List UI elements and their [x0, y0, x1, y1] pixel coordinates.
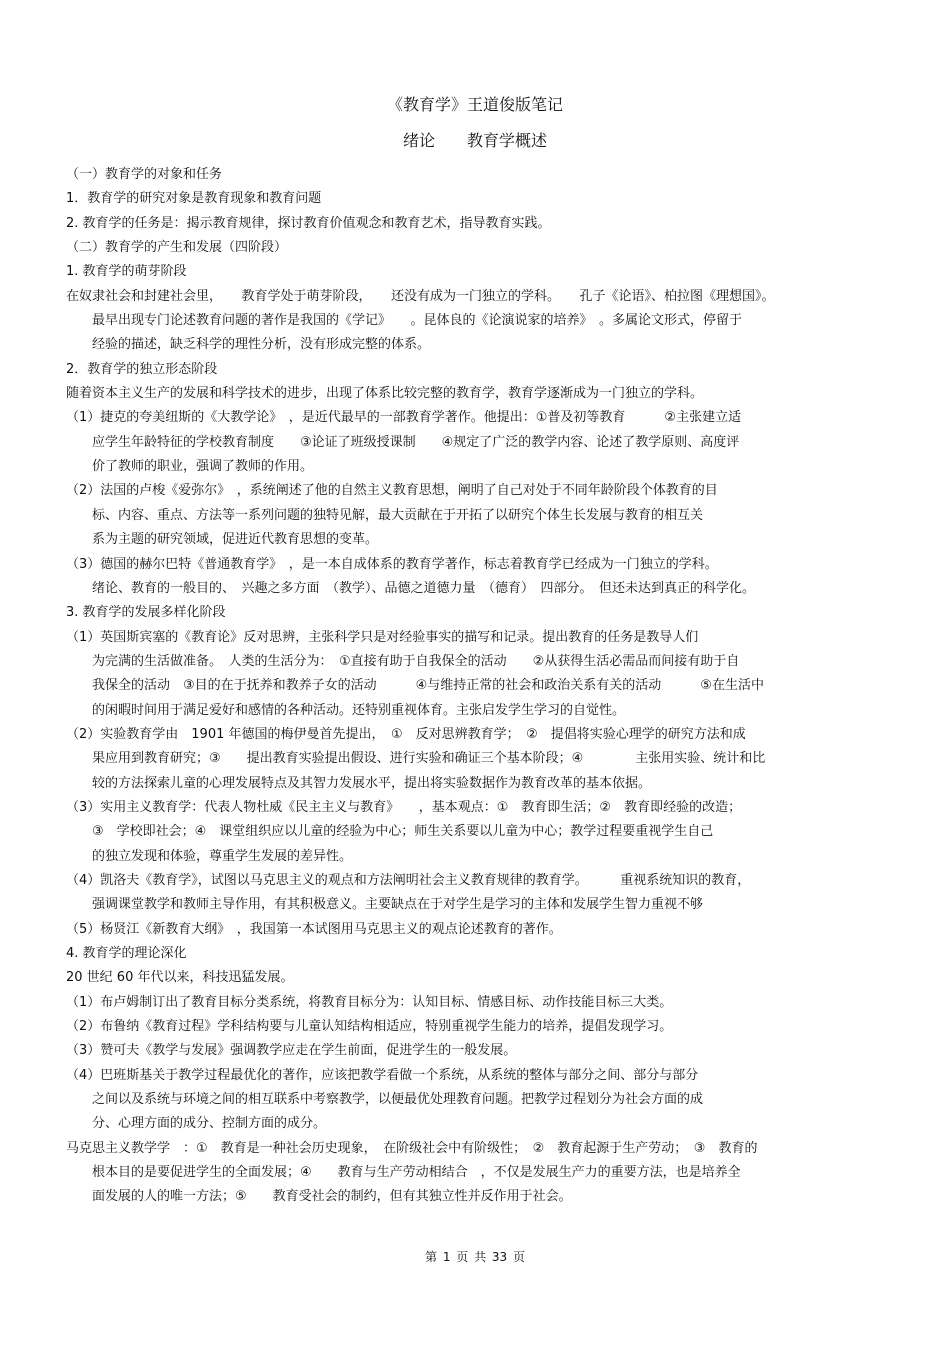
text-line: （1）捷克的夸美纽斯的《大教学论》 ，是近代最早的一部教育学著作。他提出：①普及初等教育 ②主张建立适 [66, 410, 742, 426]
text-line: 1．教育学的研究对象是教育现象和教育问题 [66, 191, 322, 207]
text-line: 绪论、教育的一般目的、 兴趣之多方面 （教学）、品德之道德力量 （德育） 四部分。 但还未达到真正的科学化。 [92, 580, 756, 596]
text-line: （二）教育学的产生和发展（四阶段） [66, 240, 288, 256]
text-line: 我保全的活动 ③目的在于抚养和教养子女的活动 ④与维持正常的社会和政治关系有关的活动 ⑤在生活中 [92, 678, 764, 694]
text-line: ③ 学校即社会；④ 课堂组织应以儿童的经验为中心；师生关系要以儿童为中心；教学过程要重视学生自己 [92, 824, 714, 840]
text-line: 根本目的是要促进学生的全面发展；④ 教育与生产劳动相结合 ，不仅是发展生产力的重要方法，也是培养全 [92, 1165, 741, 1181]
text-line: 系为主题的研究领域，促进近代教育思想的变革。 [92, 532, 379, 548]
text-line: （4）巴班斯基关于教学过程最优化的著作，应该把教学看做一个系统，从系统的整体与部分之间、部分与部分 [66, 1067, 699, 1083]
text-line: 的闲暇时间用于满足爱好和感情的各种活动。还特别重视体育。主张启发学生学习的自觉性。 [92, 702, 626, 718]
text-line: 的独立发现和体验，尊重学生发展的差异性。 [92, 848, 353, 864]
page-footer: 第 1 页 共 33 页 [425, 1250, 525, 1264]
text-line: 2．教育学的独立形态阶段 [66, 361, 218, 377]
text-line: （2）实验教育学由 1901 年德国的梅伊曼首先提出， ① 反对思辨教育学； ② 提倡将实验心理学的研究方法和成 [66, 726, 746, 742]
text-line: 面发展的人的唯一方法；⑤ 教育受社会的制约，但有其独立性并反作用于社会。 [92, 1189, 572, 1205]
document-title: 《教育学》王道俊版笔记 [386, 95, 563, 114]
text-line: 为完满的生活做准备。 人类的生活分为： ①直接有助于自我保全的活动 ②从获得生活必需品而间接有助于自 [92, 653, 740, 669]
text-line: 20 世纪 60 年代以来，科技迅猛发展。 [66, 970, 294, 986]
text-line: 最早出现专门论述教育问题的著作是我国的《学记》 。昆体良的《论演说家的培养》 。多属论文形式，停留于 [92, 313, 743, 329]
text-line: （3）实用主义教育学：代表人物杜威《民主主义与教育》 ，基本观点：① 教育即生活；② 教育即经验的改造； [66, 799, 742, 815]
text-line: （1）英国斯宾塞的《教育论》反对思辨，主张科学只是对经验事实的描写和记录。提出教育的任务是教导人们 [66, 629, 699, 645]
text-line: 在奴隶社会和封建社会里， 教育学处于萌芽阶段， 还没有成为一门独立的学科。 孔子《论语》、柏拉图《理想国》。 [66, 288, 775, 304]
text-line: 应学生年龄特征的学校教育制度 ③论证了班级授课制 ④规定了广泛的教学内容、论述了教学原则、高度评 [92, 434, 740, 450]
text-line: 分、心理方面的成分、控制方面的成分。 [92, 1116, 327, 1132]
text-line: （一）教育学的对象和任务 [66, 167, 223, 182]
text-line: 标、内容、重点、方法等一系列问题的独特见解，最大贡献在于开拓了以研究个体生长发展与教育的相互关 [92, 507, 704, 523]
text-line: 果应用到教育研究；③ 提出教育实验提出假设、进行实验和确证三个基本阶段；④ 主张用实验、统计和比 [92, 751, 766, 767]
chapter-title: 绪论 教育学概述 [402, 131, 547, 150]
text-line: 4. 教育学的理论深化 [66, 946, 187, 961]
text-line: 随着资本主义生产的发展和科学技术的进步，出现了体系比较完整的教育学，教育学逐渐成为一门独立的学科。 [66, 386, 704, 402]
text-line: （1）布卢姆制订出了教育目标分类系统，将教育目标分为：认知目标、情感目标、动作技能目标三大类。 [66, 994, 673, 1010]
text-line: 2. 教育学的任务是：揭示教育规律，探讨教育价值观念和教育艺术，指导教育实践。 [66, 215, 551, 231]
text-line: 强调课堂教学和教师主导作用，有其积极意义。主要缺点在于对学生是学习的主体和发展学生智力重视不够 [92, 897, 704, 913]
text-line: 价了教师的职业，强调了教师的作用。 [92, 459, 314, 475]
text-line: 马克思主义教学学 ：① 教育是一种社会历史现象， 在阶级社会中有阶级性； ② 教育起源于生产劳动； ③ 教育的 [66, 1140, 758, 1156]
text-line: 经验的描述，缺乏科学的理性分析，没有形成完整的体系。 [92, 337, 431, 353]
text-line: （3）赞可夫《教学与发展》强调教学应走在学生前面，促进学生的一般发展。 [66, 1043, 517, 1059]
text-line: （2）法国的卢梭《爱弥尔》 ，系统阐述了他的自然主义教育思想，阐明了自己对处于不同年龄阶段个体教育的目 [66, 483, 718, 499]
text-line: （2）布鲁纳《教育过程》学科结构要与儿童认知结构相适应，特别重视学生能力的培养，提倡发现学习。 [66, 1019, 673, 1035]
text-line: 3. 教育学的发展多样化阶段 [66, 605, 226, 621]
text-line: （5）杨贤江《新教育大纲》 ，我国第一本试图用马克思主义的观点论述教育的著作。 [66, 921, 562, 937]
text-line: 1. 教育学的萌芽阶段 [66, 264, 187, 280]
text-line: （3）德国的赫尔巴特《普通教育学》 ，是一本自成体系的教育学著作，标志着教育学已经成为一门独立的学科。 [66, 556, 718, 572]
text-line: （4）凯洛夫《教育学》，试图以马克思主义的观点和方法阐明社会主义教育规律的教育学。 重视系统知识的教育， [66, 872, 751, 888]
text-line: 较的方法探索儿童的心理发展特点及其智力发展水平，提出将实验数据作为教育改革的基本依据。 [92, 775, 652, 791]
document-body [66, 163, 896, 1210]
text-line: 之间以及系统与环境之间的相互联系中考察教学，以便最优处理教育问题。把教学过程划分为社会方面的成 [92, 1092, 704, 1108]
